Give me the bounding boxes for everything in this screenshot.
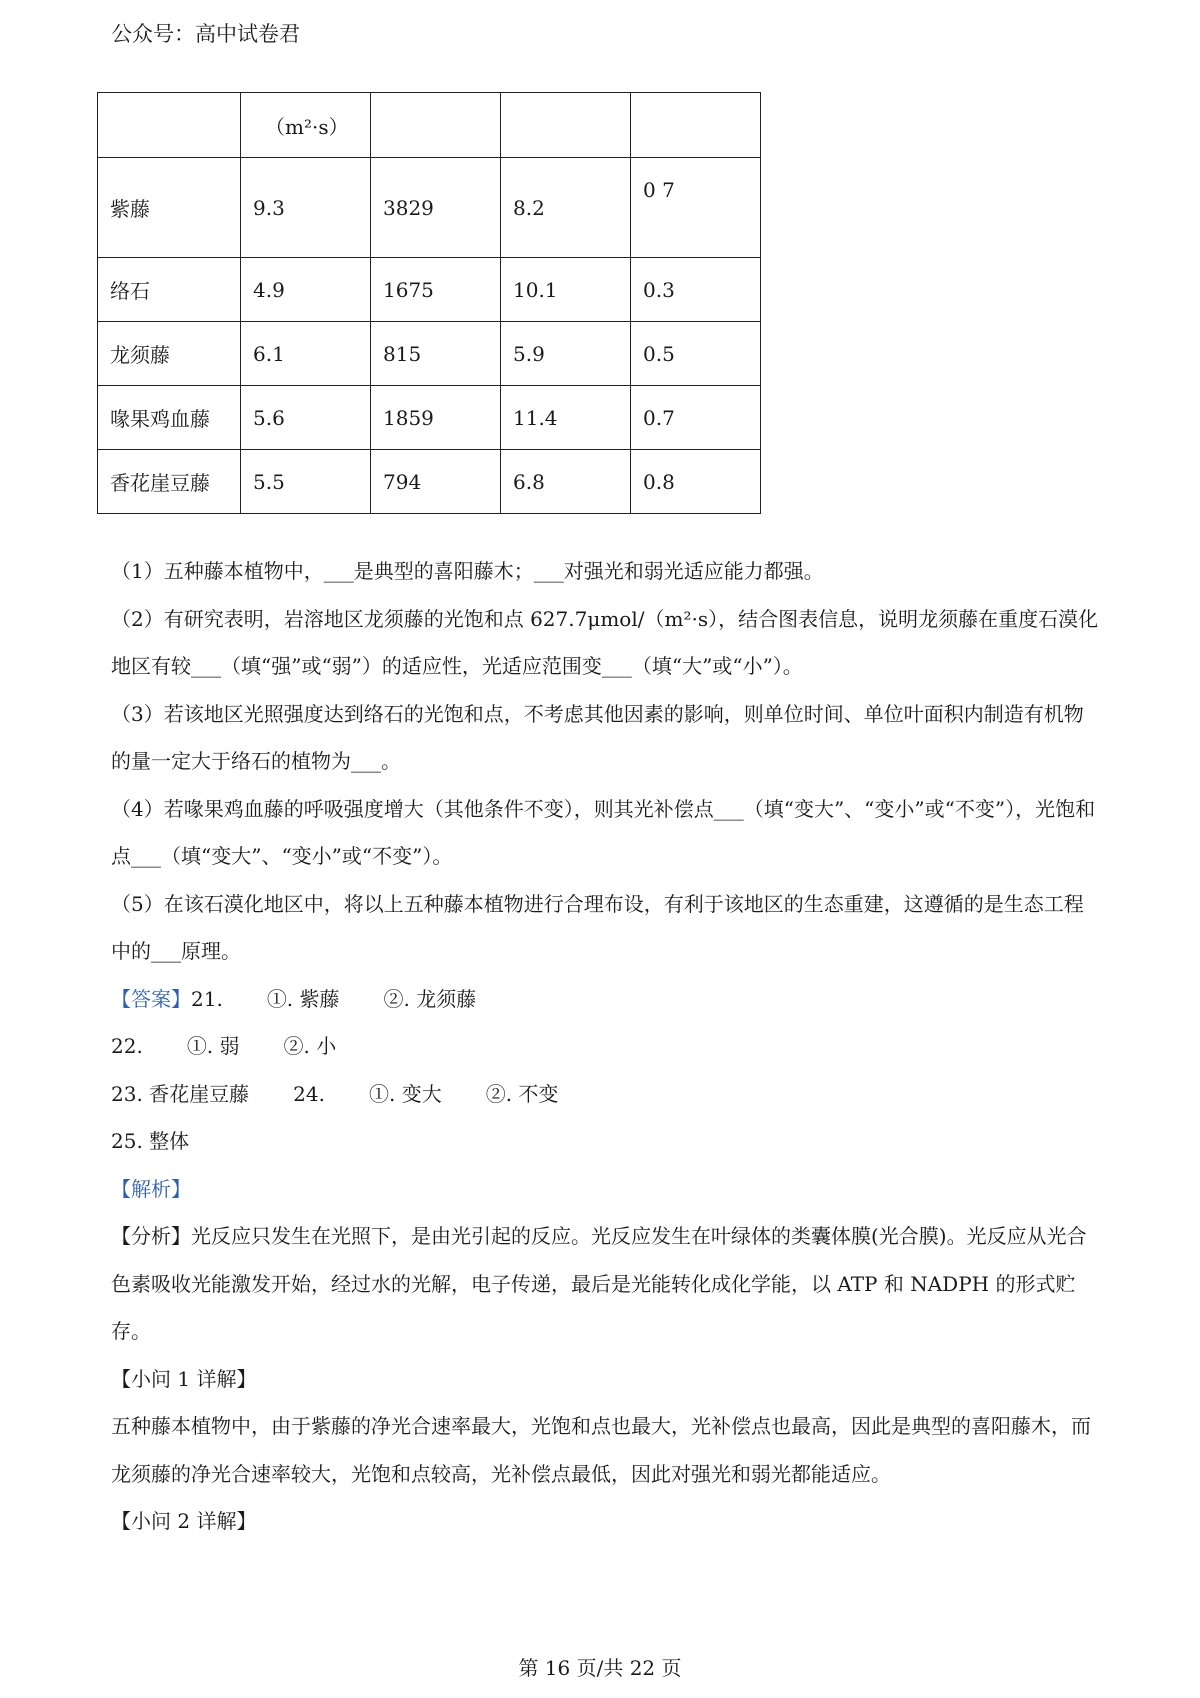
table-cell: 0.8 [631, 450, 761, 514]
table-cell: 络石 [98, 258, 241, 322]
table-cell: 6.8 [501, 450, 631, 514]
answer-num: 25. [111, 1129, 143, 1153]
answer-label: 【答案】 [111, 986, 191, 1011]
answer-line-1 [111, 976, 1101, 1024]
table-cell: 4.9 [241, 258, 371, 322]
table-cell: 0 7 [631, 158, 761, 258]
answer-item: ②. 不变 [485, 1081, 559, 1106]
table-row [98, 386, 761, 450]
question-3: （3）若该地区光照强度达到络石的光饱和点，不考虑其他因素的影响，则单位时间、单位叶面积内制造有机物的量一定大于络石的植物为___。 [111, 701, 1084, 773]
answer-item: 整体 [149, 1129, 190, 1153]
table-row [98, 322, 761, 386]
answer-item: 香花崖豆藤 [149, 1081, 250, 1106]
unit-label: （m²·s） [265, 114, 349, 139]
table-cell: 0.5 [631, 322, 761, 386]
answer-item: ①. 变大 [368, 1081, 442, 1106]
answer-num: 23. [111, 1081, 143, 1106]
answer-item: ②. 龙须藤 [383, 986, 477, 1011]
table-cell: 0.7 [631, 386, 761, 450]
subquestion-1-text: 五种藤本植物中，由于紫藤的净光合速率最大，光饱和点也最大，光补偿点也最高，因此是典型的喜阳藤木，而龙须藤的净光合速率较大，光饱和点较高，光补偿点最低，因此对强光和弱光都能适应。 [111, 1414, 1091, 1486]
table-cell: 794 [371, 450, 501, 514]
subquestion-2-title: 【小问 2 详解】 [111, 1509, 257, 1533]
table-cell: 香花崖豆藤 [98, 450, 241, 514]
table-cell: 10.1 [501, 258, 631, 322]
table-header-row [98, 93, 761, 158]
question-2: （2）有研究表明，岩溶地区龙须藤的光饱和点 627.7μmol/（m²·s），结合图表信息，说明龙须藤在重度石漠化地区有较___（填“强”或“弱”）的适应性，光适应范围变___（填“大”或“小”）。 [111, 606, 1099, 678]
answer-item: ②. 小 [283, 1034, 337, 1058]
question-content [111, 548, 1101, 1546]
answer-num: 21. [191, 986, 223, 1011]
table-row [98, 258, 761, 322]
table-cell: 紫藤 [98, 158, 241, 258]
question-1: （1）五种藤本植物中，___是典型的喜阳藤木；___对强光和弱光适应能力都强。 [111, 559, 824, 583]
table-row [98, 450, 761, 514]
table-cell [501, 93, 631, 158]
table-cell: 1859 [371, 386, 501, 450]
table-cell: 8.2 [501, 158, 631, 258]
answer-line-2 [111, 1023, 1101, 1071]
table-cell: 龙须藤 [98, 322, 241, 386]
table-cell: 815 [371, 322, 501, 386]
analysis-text: 【分析】光反应只发生在光照下，是由光引起的反应。光反应发生在叶绿体的类囊体膜(光合膜)。光反应从光合色素吸收光能激发开始，经过水的光解，电子传递，最后是光能转化成化学能，以 ATP 和 NADPH 的形式贮存。 [111, 1224, 1087, 1343]
table-cell: 5.9 [501, 322, 631, 386]
answer-num: 24. [293, 1081, 325, 1106]
data-table [97, 92, 761, 514]
table-cell: 3829 [371, 158, 501, 258]
page-header: 公众号：高中试卷君 [111, 22, 300, 46]
answer-item: ①. 紫藤 [266, 986, 340, 1011]
analysis-label: 【解析】 [111, 1176, 191, 1201]
answer-item: ①. 弱 [186, 1034, 240, 1058]
page-footer: 第 16 页/共 22 页 [518, 1656, 682, 1680]
table-cell [631, 93, 761, 158]
question-5: （5）在该石漠化地区中，将以上五种藤本植物进行合理布设，有利于该地区的生态重建，这遵循的是生态工程中的___原理。 [111, 891, 1084, 963]
table-cell: 9.3 [241, 158, 371, 258]
table-row [98, 158, 761, 258]
table-cell: 6.1 [241, 322, 371, 386]
table-cell: 5.5 [241, 450, 371, 514]
question-4: （4）若喙果鸡血藤的呼吸强度增大（其他条件不变），则其光补偿点___（填“变大”、“变小”或“不变”），光饱和点___（填“变大”、“变小”或“不变”）。 [111, 796, 1096, 868]
table-cell [98, 93, 241, 158]
table-cell: 11.4 [501, 386, 631, 450]
table-cell: 喙果鸡血藤 [98, 386, 241, 450]
table-cell: 0.3 [631, 258, 761, 322]
table-cell: 1675 [371, 258, 501, 322]
answer-line-3 [111, 1071, 1101, 1119]
unit-cell [241, 93, 371, 158]
table-cell [371, 93, 501, 158]
answer-line-4 [111, 1118, 1101, 1166]
answer-num: 22. [111, 1034, 143, 1058]
table-cell: 5.6 [241, 386, 371, 450]
subquestion-1-title: 【小问 1 详解】 [111, 1366, 257, 1391]
